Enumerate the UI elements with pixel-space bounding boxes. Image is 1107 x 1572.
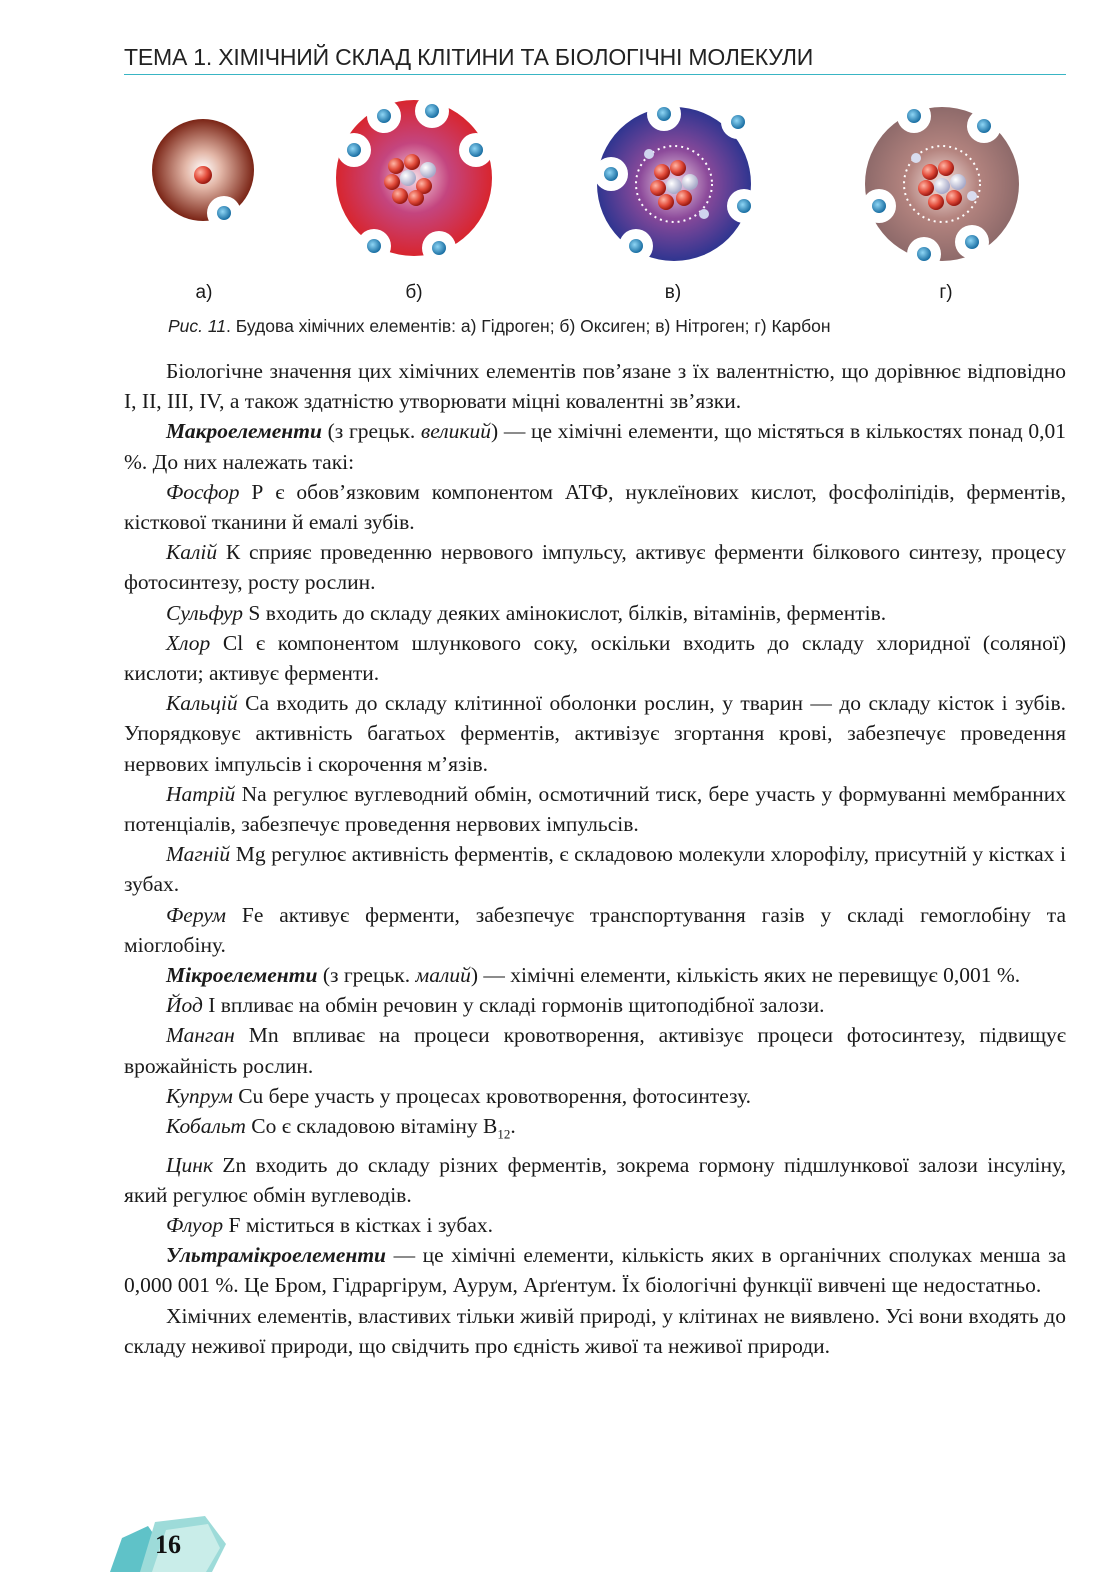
text-run: І впливає на обмін речовин у складі гормонів щитоподібної залози. [202, 993, 825, 1018]
text-run: Zn входить до складу різних ферментів, зокрема гормону підшлункової залози інсуліну, який регулює обмін вуглеводів. [124, 1152, 1066, 1207]
paragraph [124, 598, 1066, 628]
header-title: ТЕМА 1. ХІМІЧНИЙ СКЛАД КЛІТИНИ ТА БІОЛОГІЧНІ МОЛЕКУЛИ [124, 44, 814, 70]
paragraph [124, 477, 1066, 537]
figure-atoms [124, 96, 1066, 346]
body-text [124, 356, 1066, 1361]
element-name: Сульфур [166, 600, 244, 625]
text-run: ) — хімічні елементи, кількість яких не перевищує 0,001 %. [470, 963, 1021, 988]
paragraph [124, 1081, 1066, 1111]
text-run: (з грецьк. [317, 963, 416, 988]
element-name: Йод [166, 993, 203, 1018]
element-name: Фосфор [166, 479, 240, 504]
element-name: Ферум [166, 902, 227, 927]
text-run: Cu бере участь у процесах кровотворення, фотосинтезу. [232, 1083, 752, 1108]
text-run: Mn впливає на процеси кровотворення, активізує процеси фотосинтезу, підвищує врожайність рослин. [124, 1023, 1066, 1078]
text-run: — це хімічні елементи, кількість яких в органічних сполуках менша за 0,000 001 %. Це Бром, Гідраргірум, Аурум, Арґентум. Їх біологічні функції вивчені ще недостатньо. [124, 1243, 1066, 1298]
element-name: Манган [166, 1023, 235, 1048]
element-name: Калій [166, 540, 218, 565]
text-run: (з грецьк. [321, 419, 421, 444]
text-run: Р є обов’язковим компонентом АТФ, нуклеїнових кислот, фосфоліпідів, ферментів, кісткової тканини й емалі зубів. [124, 479, 1066, 535]
text-run: F міститься в кістках і зубах. [223, 1212, 493, 1237]
term-ultramicroelements: Ультрамікроелементи [166, 1243, 387, 1268]
element-name: Купрум [166, 1083, 233, 1108]
paragraph [124, 839, 1066, 899]
carbon-atom [862, 99, 1019, 271]
paragraph [124, 900, 1066, 960]
text-run: Cl є компонентом шлункового соку, оскільки входить до складу хлоридної (соляної) кислоти; активує ферменти. [124, 630, 1066, 686]
paragraph [124, 1111, 1066, 1150]
paragraph [124, 688, 1066, 779]
subscript: 12 [497, 1126, 511, 1142]
label-carbon: г) [939, 282, 953, 303]
text-run: К сприяє проведенню нервового імпульсу, активує ферменти білкового синтезу, процесу фотосинтезу, росту рослин. [124, 540, 1066, 595]
text-run: Na регулює вуглеводний обмін, осмотичний тиск, бере участь у формуванні мембранних потенціалів, забезпечує проведення нервових імпульсів. [124, 781, 1066, 837]
paragraph [124, 1240, 1066, 1300]
page-number: 16 [155, 1530, 181, 1559]
text-run: Са входить до складу клітинної оболонки рослин, у тварин — до складу кісток і зубів. Упорядковує активність багатьох ферментів, активізує згортання крові, забезпечує проведення нервових імпульсів і скорочення м’язів. [124, 691, 1066, 776]
text-run: . [510, 1114, 516, 1139]
element-name: Натрій [166, 781, 236, 806]
atoms-illustration [124, 96, 1066, 296]
paragraph [124, 990, 1066, 1020]
paragraph [124, 1210, 1066, 1240]
hydrogen-atom [152, 119, 254, 230]
text-run: Fe активує ферменти, забезпечує транспортування газів у складі гемоглобіну та міоглобіну. [124, 902, 1066, 957]
paragraph [124, 416, 1066, 476]
element-name: Хлор [166, 630, 211, 655]
text-run: Mg регулює активність ферментів, є складовою молекули хлорофілу, присутній у кістках і зубах. [124, 842, 1066, 897]
paragraph: Хімічних елементів, властивих тільки живій природі, у клітинах не виявлено. Усі вони входять до складу неживої природи, що свідчить про єдність живої та неживої природи. [124, 1303, 1066, 1358]
element-name: Флуор [166, 1212, 224, 1237]
caption-text: . Будова хімічних елементів: а) Гідроген; б) Оксиген; в) Нітроген; г) Карбон [226, 316, 831, 336]
page-header [124, 38, 1066, 75]
oxygen-atom [336, 96, 493, 265]
paragraph [124, 1150, 1066, 1210]
text-run: ) — це хімічні елементи, що містяться в кількостях понад 0,01 %. До них належать такі: [124, 419, 1066, 474]
paragraph [124, 537, 1066, 597]
text-run: S входить до складу деяких амінокислот, білків, вітамінів, ферментів. [243, 600, 887, 625]
term-microelements: Мікроелементи [166, 963, 318, 988]
label-hydrogen: а) [195, 282, 213, 303]
paragraph [124, 1020, 1066, 1080]
paragraph [124, 960, 1066, 990]
caption-ref: Рис. 11 [168, 316, 227, 336]
paragraph: Біологічне значення цих хімічних елементів пов’язане з їх валентністю, що дорівнює відповідно І, ІІ, ІІІ, IV, а також здатністю утворювати міцні ковалентні зв’язки. [124, 359, 1066, 414]
term-macroelements: Макроелементи [166, 419, 322, 444]
nitrogen-atom [594, 97, 761, 263]
element-name: Цинк [166, 1152, 213, 1177]
element-name: Кобальт [166, 1114, 246, 1139]
paragraph [124, 779, 1066, 839]
element-name: Кальцій [166, 691, 238, 716]
figure-caption [168, 316, 1068, 337]
text-run: Со є складовою вітаміну В [245, 1114, 498, 1139]
text-run: великий [420, 419, 491, 444]
text-run: малий [415, 963, 471, 988]
label-oxygen: б) [405, 282, 423, 303]
element-name: Магній [166, 842, 231, 867]
paragraph [124, 628, 1066, 688]
label-nitrogen: в) [664, 282, 682, 303]
